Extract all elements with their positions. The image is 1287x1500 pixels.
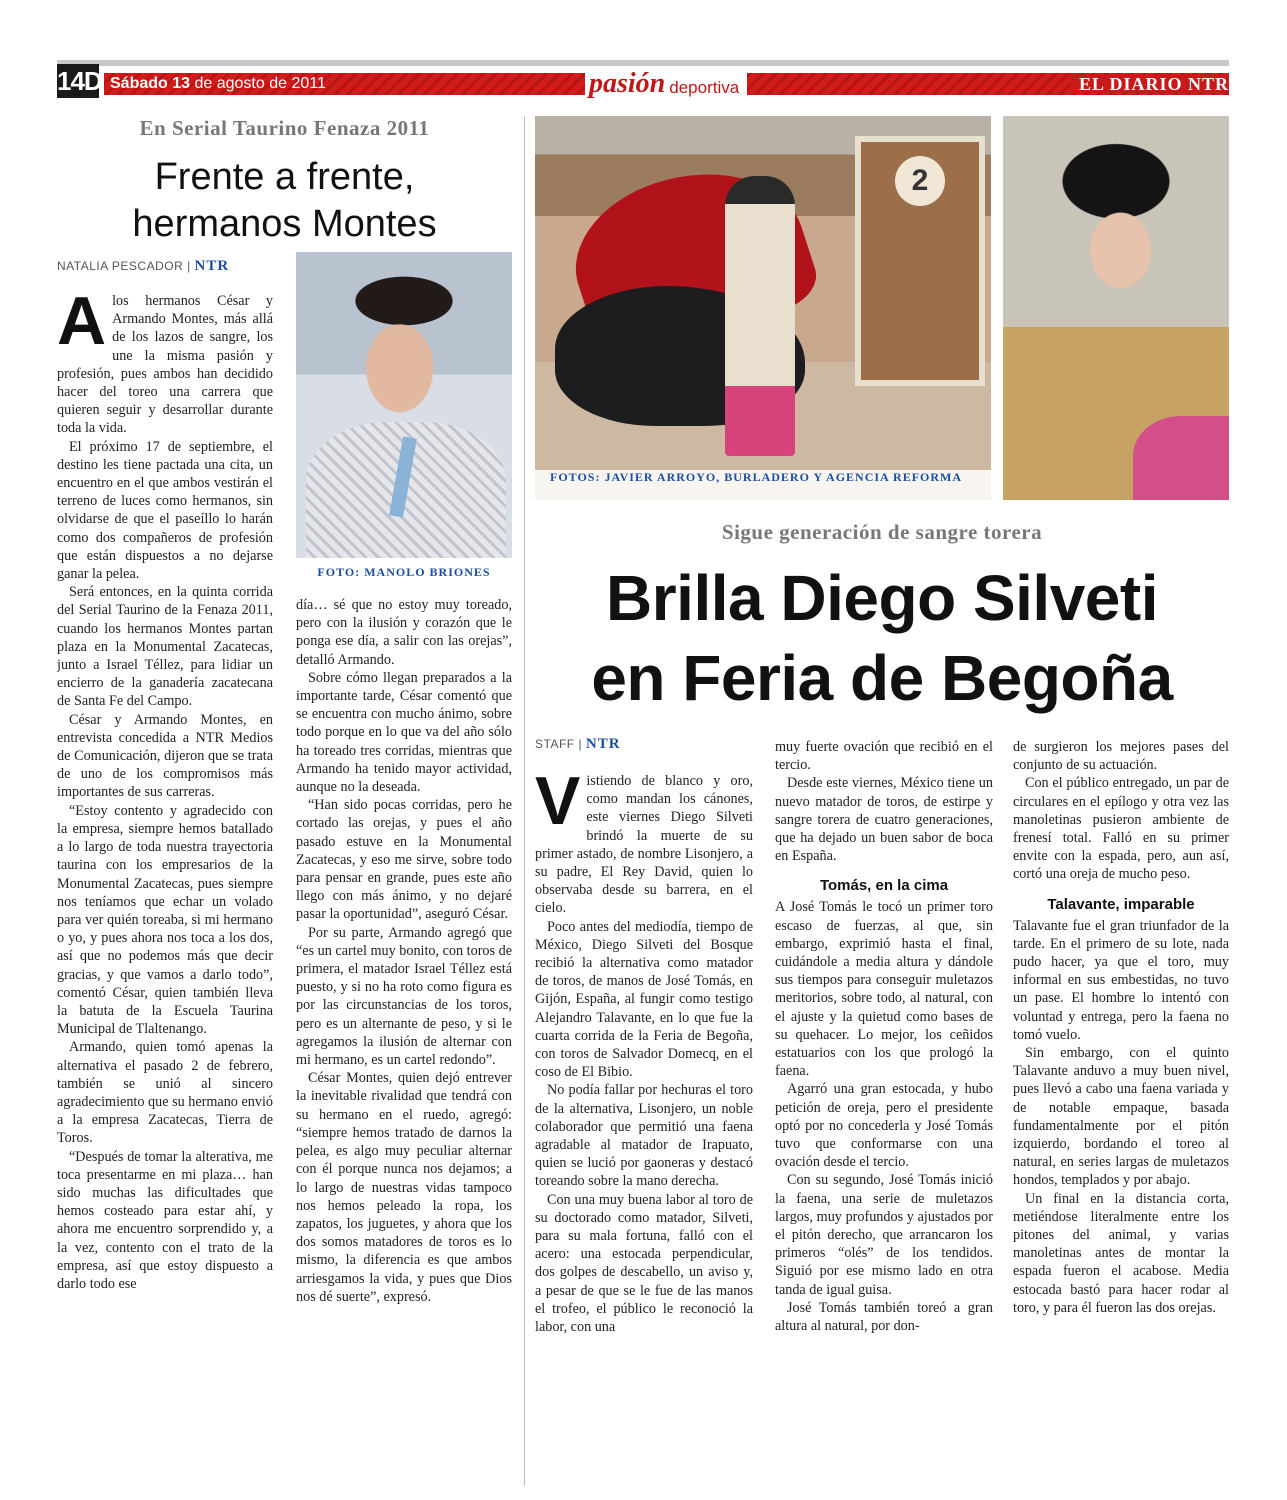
- right-photo-caption: FOTOS: JAVIER ARROYO, BURLADERO Y AGENCIA REFORMA: [550, 470, 963, 484]
- paragraph: Sobre cómo llegan preparados a la importante tarde, César comentó que se encuentra con mucho ánimo, sobre todo porque en lo que va del año sólo ha toreado tres corridas, mientras que Armando ha tenido mayor actividad, aunque no la deseada.: [296, 669, 512, 796]
- paragraph: Con una muy buena labor al toro de su doctorado como matador, Silveti, para su mala fortuna, falló con el acero: una estocada perpendicular, dos golpes de descabello, un aviso y, a pesar de que se le fue de las manos el trofeo, el público le reconoció la labor, con una: [535, 1191, 753, 1336]
- paragraph: El próximo 17 de septiembre, el destino les tiene pactada una cita, un encuentro en el que ambos vestirán el terreno de luces como hermanos, sin olvidarse de que el paseíllo lo harán como dos compañeros de profesión que están dispuestos a no dejarse ganar la pelea.: [57, 438, 273, 583]
- left-byline-org: NTR: [194, 258, 230, 274]
- left-byline-name: NATALIA PESCADOR |: [57, 259, 195, 273]
- left-photo-caption: FOTO: MANOLO BRIONES: [317, 565, 491, 579]
- right-headline-line1: Brilla Diego Silveti: [606, 562, 1158, 634]
- photo-gate-number: 2: [895, 156, 945, 206]
- left-dropcap: A: [57, 292, 107, 359]
- photo-bullfight: [535, 116, 991, 500]
- paragraph: día… sé que no estoy muy toreado, pero con la ilusión y corazón que le ponga ese día, a salir con las orejas”, detalló Armando.: [296, 597, 512, 668]
- paragraph: Un final en la distancia corta, metiéndose literalmente entre los pitones del animal, y varias manoletinas antes de montar la espada fueron el acabose. Media estocada bastó para hacer rodar al toro, y para él fueron las dos orejas.: [1013, 1190, 1229, 1316]
- photo-diego-silveti: [1003, 116, 1229, 500]
- paragraph: No podía fallar por hechuras el toro de la alternativa, Lisonjero, un noble colaborador que permitió una faena agradable al matador de Irapuato, quien se lució por gaoneras y destacó toreando sobre la mano derecha.: [535, 1082, 753, 1190]
- paragraph: Poco antes del mediodía, tiempo de México, Diego Silveti del Bosque recibió la alternativa como matador de toros, de manos de José Tomás, en Gijón, España, al fungir como testigo Alejandro Talavante, en lo que fue la cuarta corrida de la Feria de Begoña, con toros de Salvador Domecq, en el coso de El Bibio.: [535, 918, 753, 1081]
- paragraph: César Montes, quien dejó entrever la inevitable rivalidad que tendrá con su hermano en el ruedo, agregó: “siempre hemos tratado de darnos la pelea, es algo muy peculiar alternar con él porque nunca nos dejamos; a lo largo de nuestras vidas tampoco nos hemos peleado la ropa, los zapatos, los juguetes, y ahora que los dos somos matadores de toros es lo mismo, la diferencia es que ambos arriesgamos la vida, y pues que Dios nos dé suerte”, expresó.: [296, 1070, 512, 1305]
- paragraph: istiendo de blanco y oro, como mandan los cánones, este viernes Diego Silveti brindó la muerte de su primer astado, de nombre Lisonjero, a su padre, El Rey David, quien lo observaba desde su barrera, en el cielo.: [535, 773, 753, 917]
- paragraph: Agarró una gran estocada, y hubo petición de oreja, pero el presidente optó por no concederla y José Tomás tuvo que conformarse con una ovación desde el tercio.: [775, 1081, 993, 1171]
- right-column-2: [775, 738, 993, 1335]
- paragraph: de surgieron los mejores pases del conjunto de su actuación.: [1013, 739, 1229, 774]
- paragraph: Sin embargo, con el quinto Talavante anduvo a muy buen nivel, pues llevó a cabo una faena variada y de notable empaque, basada fundamentalmente por el pitón izquierdo, bordando el toreo al natural, en series largas de muletazos hondos, templados y por abajo.: [1013, 1045, 1229, 1189]
- left-flow-column-2: [296, 596, 512, 1487]
- paragraph: Armando, quien tomó apenas la alternativa el pasado 2 de febrero, también se unió al sincero agradecimiento que su hermano envió a la empresa Zacatecas, Tierra de Toros.: [57, 1039, 273, 1147]
- column-divider: [524, 116, 525, 1486]
- right-kicker: Sigue generación de sangre torera: [721, 520, 1043, 544]
- brand-sub: deportiva: [669, 78, 740, 97]
- photo-matador: [725, 176, 795, 456]
- paragraph: Por su parte, Armando agregó que “es un cartel muy bonito, con toros de primera, el matador Israel Téllez está puesto, y si no ha roto como figura es por las circunstancias de los toros, pero es un alternante de peso, y si le agregamos la ilusión de alternar con mi hermano, es un cartel redondo”.: [296, 924, 512, 1069]
- left-flow-column-1: [57, 292, 273, 1487]
- subhead-talavante: Talavante, imparable: [1047, 895, 1195, 913]
- right-byline-org: NTR: [585, 736, 621, 752]
- left-headline: [57, 154, 512, 248]
- photo-armando-montes: [296, 252, 512, 558]
- newspaper-name: EL DIARIO NTR: [1071, 75, 1229, 93]
- paragraph: José Tomás también toreó a gran altura al natural, por don-: [775, 1299, 993, 1335]
- date-rest: de agosto de 2011: [190, 75, 326, 92]
- right-column-3: [1013, 738, 1229, 1317]
- right-dropcap: V: [535, 763, 581, 839]
- left-headline-line1: Frente a frente,: [154, 156, 415, 198]
- left-kicker: En Serial Taurino Fenaza 2011: [139, 116, 430, 140]
- paragraph: Talavante fue el gran triunfador de la tarde. En el primero de su lote, nada pudo hacer, ya que el toro, muy informal en sus embestidas, no tuvo un pase. El hombre lo intentó con voluntad y entrega, pero la faena no tomó vuelo.: [1013, 917, 1229, 1043]
- left-byline: [57, 258, 229, 275]
- right-headline-line2: en Feria de Begoña: [591, 642, 1173, 714]
- date-day: Sábado 13: [110, 75, 191, 92]
- paragraph: Con el público entregado, un par de circulares en el epílogo y otra vez las manoletinas pusieron ambiente de frenesí total. Falló en su primer envite con la espada, pero, aun así, cortó una oreja de mucho peso.: [1013, 775, 1229, 883]
- paragraph: Será entonces, en la quinta corrida del Serial Taurino de la Fenaza 2011, cuando los hermanos Montes partan plaza en la Monumental Zacatecas, junto a Israel Téllez, para lidiar un encierro de la ganadería zacatecana de Santa Fe del Campo.: [57, 584, 273, 710]
- paragraph: César y Armando Montes, en entrevista concedida a NTR Medios de Comunicación, dijeron que se trata de uno de los compromisos más importantes de sus carreras.: [57, 711, 273, 801]
- paragraph: A José Tomás le tocó un primer toro escaso de fuerzas, al que, sin embargo, exprimió hasta el final, cuidándole a media altura y dándole sus tiempos para conseguir muletazos meritorios, sobre todo, al natural, con el ajuste y la quietud como bases de su quehacer. Lo mejor, los ceñidos estatuarios con los que prologó la faena.: [775, 899, 993, 1080]
- issue-date: [110, 75, 326, 93]
- left-headline-line2: hermanos Montes: [132, 203, 437, 245]
- subhead-tomas: Tomás, en la cima: [819, 877, 949, 895]
- right-column-1: [535, 763, 753, 1336]
- paragraph: los hermanos César y Armando Montes, más allá de los lazos de sangre, los une la misma pasión y profesión, pues ambos han decidido hacer del toreo una carrera que quieren seguir y desarrollar durante toda la vida.: [57, 293, 273, 437]
- paragraph: Desde este viernes, México tiene un nuevo matador de toros, de estirpe y sangre torera de cuatro generaciones, que ha dejado un buen sabor de boca en España.: [775, 775, 993, 865]
- page-number: 14D: [57, 66, 102, 96]
- right-byline-name: STAFF |: [535, 737, 586, 751]
- paragraph: “Han sido pocas corridas, pero he cortado las orejas, y pues el año pasado estuve en la Monumental Zacatecas, y eso me sirve, sobre todo para pensar en grande, pues este año llego con más ánimo, y no dejaré pasar la oportunidad”, aseguró César.: [296, 797, 512, 923]
- paragraph: muy fuerte ovación que recibió en el tercio.: [775, 739, 993, 774]
- photo-pink-cape: [1133, 416, 1229, 500]
- paragraph: Con su segundo, José Tomás inició la faena, una serie de muletazos largos, muy profundos y ajustados por el pitón derecho, que arrancaron los primeros “olés” de los tendidos. Siguió por ese mismo lado en otra tanda de igual guisa.: [775, 1172, 993, 1298]
- section-logo: [585, 68, 747, 98]
- right-headline: [535, 558, 1229, 718]
- paragraph: “Después de tomar la alterativa, me toca presentarme en mi plaza… han sido muchas las dificultades que hemos costeado para estar ahí, y ahora me encuentro sorprendido y, a la vez, contento con el trato de la empresa, así que estoy dispuesto a darlo todo ese: [57, 1148, 273, 1292]
- brand-main: pasión: [589, 68, 666, 99]
- paragraph: “Estoy contento y agradecido con la empresa, siempre hemos batallado a lo largo de toda nuestra trayectoria taurina con los empresarios de la Monumental Zacatecas, pues siempre nos teníamos que echar un volado para ver quién toreaba, si mi hermano o yo, y pues ahora nos toca a los dos, así que no podemos más que decir gracias, y que vamos a darlo todo”, comentó César, quien también lleva la batuta de la Escuela Taurina Municipal de Tlaltenango.: [57, 802, 273, 1038]
- right-byline: [535, 736, 621, 753]
- top-rule: [57, 60, 1229, 66]
